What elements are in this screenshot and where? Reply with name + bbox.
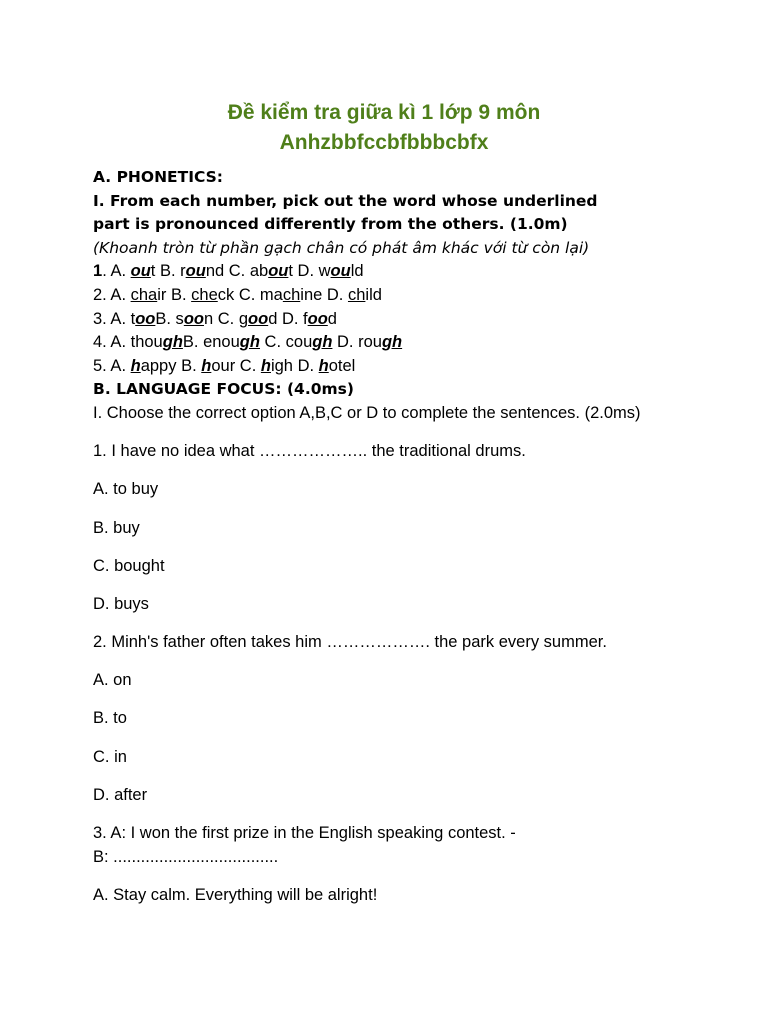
underlined-part: oo bbox=[135, 309, 156, 328]
underlined-part: oo bbox=[307, 309, 328, 328]
instruction-b: I. Choose the correct option A,B,C or D to complete the sentences. (2.0ms) bbox=[93, 403, 641, 422]
question-2-option-b: B. to bbox=[93, 709, 127, 728]
title-line-1: Đề kiểm tra giữa kì 1 lớp 9 môn bbox=[227, 101, 541, 124]
underlined-part: h bbox=[201, 356, 212, 375]
phonetics-question-4: 4. A. thoughB. enough C. cough D. rough bbox=[93, 333, 403, 352]
underlined-part: ch bbox=[347, 285, 366, 304]
instruction-vietnamese: (Khoanh tròn từ phần gạch chân có phát âm khác với từ còn lại) bbox=[93, 238, 590, 257]
document-title bbox=[0, 98, 768, 158]
question-3-line-1: 3. A: I won the first prize in the English speaking contest. - bbox=[93, 824, 516, 842]
underlined-part: h bbox=[130, 356, 141, 375]
underlined-part: gh bbox=[381, 333, 403, 352]
instruction-line-2: part is pronounced differently from the others. (1.0m) bbox=[93, 215, 568, 234]
underlined-part: oo bbox=[248, 309, 269, 328]
underlined-part: ch bbox=[282, 285, 301, 304]
underlined-part: h bbox=[318, 356, 329, 375]
section-a-heading: A. PHONETICS: bbox=[93, 168, 224, 186]
underlined-part: gh bbox=[312, 333, 333, 352]
question-3-line-2: B: .................................... bbox=[93, 847, 279, 866]
question-2: 2. Minh's father often takes him ………………. the park every summer. bbox=[93, 633, 607, 652]
question-3-option-a: A. Stay calm. Everything will be alright! bbox=[93, 885, 378, 904]
question-2-option-d: D. after bbox=[93, 785, 148, 804]
phonetics-question-3: 3. A. tooB. soon C. good D. food bbox=[93, 309, 337, 328]
title-line-2: Anhzbbfccbfbbbcbfx bbox=[279, 131, 489, 154]
phonetics-question-2: 2. A. chair B. check C. machine D. child bbox=[93, 285, 382, 304]
document-body bbox=[93, 166, 693, 907]
underlined-part: che bbox=[191, 285, 218, 304]
phonetics-question-5: 5. A. happy B. hour C. high D. hotel bbox=[93, 356, 356, 375]
underlined-part: ou bbox=[185, 262, 206, 281]
question-1: 1. I have no idea what ……………….. the traditional drums. bbox=[93, 442, 526, 461]
question-1-option-a: A. to buy bbox=[93, 480, 159, 499]
question-2-option-c: C. in bbox=[93, 747, 127, 766]
question-1-option-c: C. bought bbox=[93, 556, 165, 575]
phonetics-question-1: 1. A. out B. round C. about D. would bbox=[93, 262, 364, 281]
underlined-part: ou bbox=[268, 262, 289, 281]
instruction-line-1: I. From each number, pick out the word whose underlined bbox=[93, 191, 598, 210]
underlined-part: cha bbox=[130, 285, 158, 304]
underlined-part: ou bbox=[330, 262, 351, 281]
underlined-part: oo bbox=[183, 309, 204, 328]
question-2-option-a: A. on bbox=[93, 671, 132, 690]
question-number: 1 bbox=[93, 262, 103, 281]
underlined-part: ou bbox=[130, 262, 151, 281]
underlined-part: h bbox=[260, 356, 271, 375]
question-1-option-b: B. buy bbox=[93, 518, 140, 537]
underlined-part: gh bbox=[239, 333, 260, 352]
section-b-heading: B. LANGUAGE FOCUS: (4.0ms) bbox=[93, 380, 354, 399]
question-1-option-d: D. buys bbox=[93, 594, 149, 613]
underlined-part: gh bbox=[162, 333, 183, 352]
